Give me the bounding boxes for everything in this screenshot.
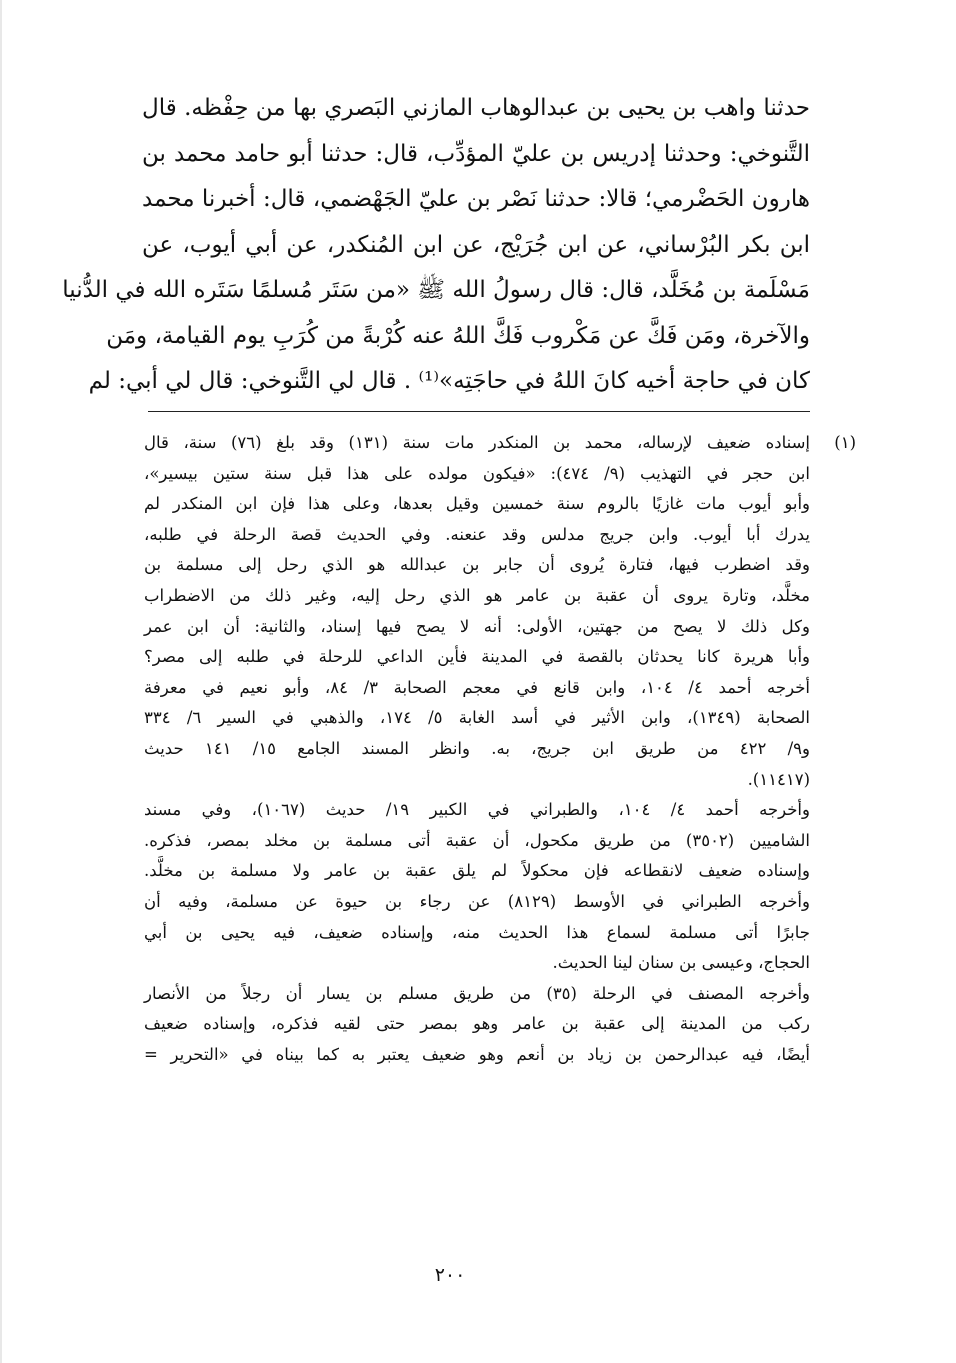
footnote-line: (١١٤١٧). [747,769,810,789]
footnote-line: الشاميين (٣٥٠٢) من طريق مكحول، أن عقبة أتى مسلمة بن مخلد بمصر، فذكره. [144,830,810,850]
footnote-line: يدرك أبا أيوب. وابن جريج مدلس وقد عنعنه. وفي الحديث قصة الرحلة في طلبه، [144,524,810,544]
main-text-line: مَسْلَمة بن مُخَلَّد، قال: قال رسولُ الله ﷺ «من سَتَر مُسلمًا سَتَره الله في الدُّنيا [62,277,810,303]
main-text-line: التَّنوخي: وحدثنا إدريس بن عليّ المؤدِّب، قال: حدثنا أبو حامد محمد بن [142,140,810,167]
footnote-paragraph [144,979,856,1071]
footnote-line: وكل ذلك لا يصح من جهتين، الأولى: أنه لا يصح فيها إسناد، والثانية: أن ابن عمر [144,616,810,636]
scan-edge [0,0,2,1363]
footnote-line: أيضًا، فيه عبدالرحمن بن زياد بن أنعم وهو ضعيف يعتبر به كما بيناه في «التحرير = [144,1044,810,1064]
footnote-line: الحجاج، وعيسى بن سنان لينا الحديث. [552,953,810,973]
main-text [62,86,810,405]
footnote-number: (١) [834,433,856,452]
footnote-paragraph [144,887,856,979]
footnote-line: إسناده ضعيف لإرساله، محمد بن المنكدر مات سنة (١٣١) وقد بلغ (٧٦) سنة، قال [144,433,810,452]
footnote-line: جابرًا أتى مسلمة لسماع هذا الحديث منه، وإسناده ضعيف، فيه يحيى بن أبي [144,922,810,942]
footnote-line: وأبو أيوب مات غازيًا بالروم سنة خمسين وقيل بعدها، وعلى هذا فإن ابن المنكدر لم [144,494,810,514]
footnote-divider [148,411,810,412]
main-text-line: والآخرة، ومَن فَكَّ عن مَكْروب فَكَّ اللهُ عنه كُرْبةً من كُرَبِ يوم القيامة، ومَن [106,322,810,349]
footnote-line: الصحابة (١٣٤٩)، وابن الأثير في أسد الغابة ٥/ ١٧٤، والذهبي في السير ٦/ ٣٣٤ [144,708,810,728]
footnote-line: مخلَّد، وتارة يروى أن عقبة بن عامر هو الذي رحل إليه، وغير ذلك من الاضطراب [144,585,810,605]
page-number: ٢٠٠ [434,1264,466,1286]
footnote-paragraph [144,795,856,887]
footnote-line: وأخرجه الطبراني في الأوسط (٨١٢٩) عن رجاء بن حيوة عن مسلمة، وفيه أن [144,891,810,911]
footnote-paragraph [144,428,856,673]
footnote-line: وأخرجه المصنف في الرحلة (٣٥) من طريق مسلم بن يسار أن رجلاً من الأنصار [144,983,811,1003]
footnote-line: ابن حجر في التهذيب (٩/ ٤٧٤): «فيكون مولده على هذا قبل سنة ستين بيسير»، [144,463,810,483]
footnote-line: و٩/ ٤٢٢ من طريق ابن جريج، به. وانظر المسند الجامع ١٥/ ١٤١ حديث [144,738,810,758]
main-text-line: هارون الحَضْرمي؛ قالا: حدثنا نَصْر بن عليّ الجَهْضمي، قال: أخبرنا محمد [142,186,810,212]
footnote-line: وإسناده ضعيف لانقطاعه فإن محكولاً لم يلق عقبة بن عامر ولا مسلمة بن مخلَّد. [144,861,810,881]
footnote-line: وأبا هريرة كانا يحدثان بالقصة في المدينة فأين الداعي للرحلة في طلبه إلى مصر؟ [144,647,810,667]
main-text-line: كان في حاجة أخيه كانَ اللهُ في حاجَتِه»⁽¹⁾ . قال لي التَّنوخي: قال لي أبي: لم [88,368,810,394]
footnote-line: ركب من المدينة إلى عقبة بن عامر وهو بمصر حتى لقيه فذكره، وإسناده ضعيف [144,1014,810,1034]
footnote-line: أخرجه أحمد ٤/ ١٠٤، وابن قانع في معجم الصحابة ٣/ ٨٤، وأبو نعيم في معرفة [144,677,810,697]
footnote-line: وأخرجه أحمد ٤/ ١٠٤، والطبراني في الكبير ١٩/ حديث (١٠٦٧)، وفي مسند [144,800,810,820]
main-text-line: حدثنا واهب بن يحيى بن عبدالوهاب المازني البَصري بها من حِفْظه. قال [142,95,810,121]
footnote-line: وقد اضطرب فيها، فتارة يُروى أن جابر بن عبدالله هو الذي رحل إلى مسلمة بن [144,555,810,575]
main-text-line: ابن بكر البُرْساني، عن ابن جُرَيْج، عن ابن المُنكدر، عن أبي أيوب، عن [142,231,810,258]
footnote-paragraph [144,673,856,795]
footnotes [144,428,856,1070]
